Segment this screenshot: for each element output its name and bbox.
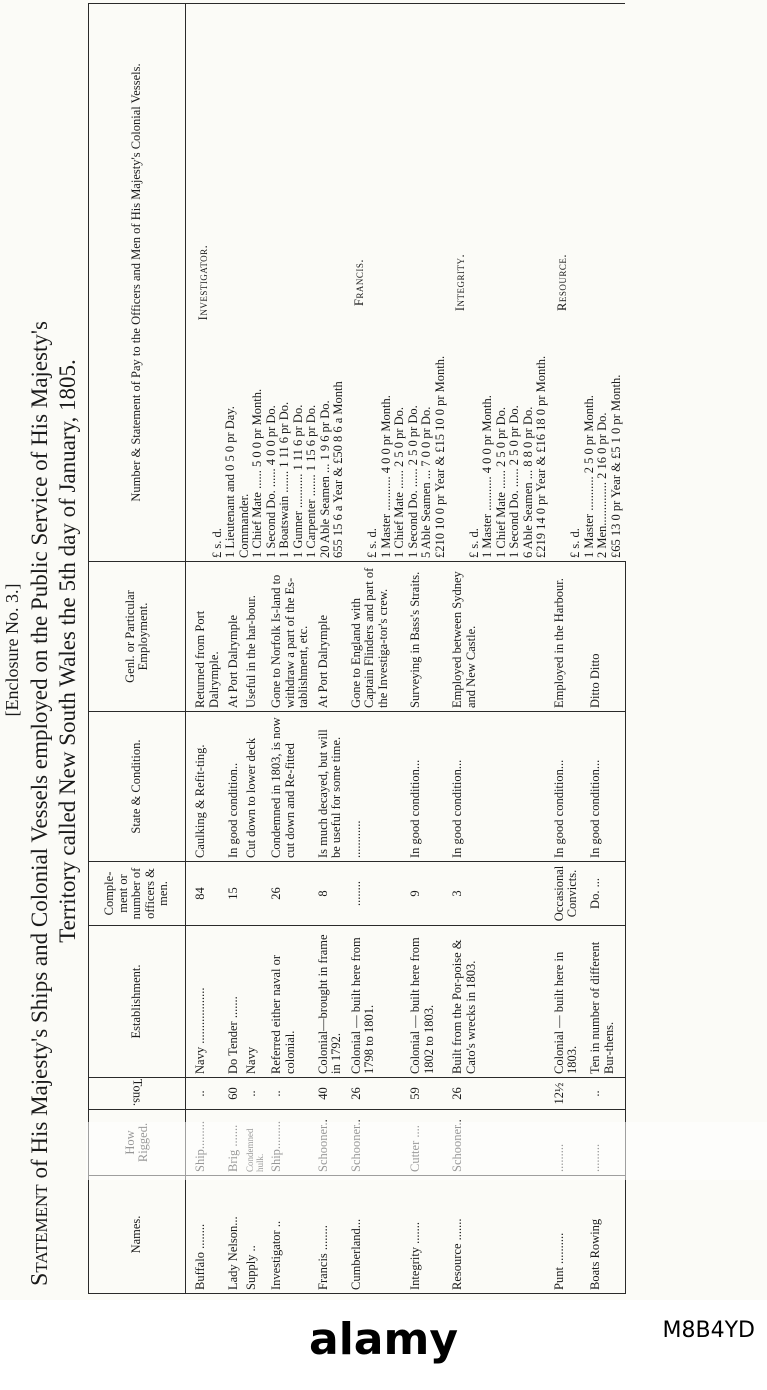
image-code: M8B4YD	[662, 1318, 755, 1343]
col-tons-label: Tons.	[130, 1078, 145, 1106]
cell-complement: 84	[186, 862, 225, 926]
col-establishment: Establishment.	[89, 926, 186, 1078]
table-row	[348, 4, 408, 1294]
pay-line: 5 Able Seamen ... 7 0 0 pr Do.	[419, 406, 433, 558]
cell-tons: 26	[449, 1078, 551, 1110]
cell-state: Condemned in 1803, is now cut down and Re-fitted	[268, 712, 315, 862]
cell-employment: Employed between Sydney and New Castle.	[449, 562, 551, 712]
cell-state: In good condition...	[551, 712, 588, 862]
cell-state: In good condition...	[407, 712, 449, 862]
col-employment: Genl. or Particular Employment.	[89, 562, 186, 712]
cell-complement: 26	[268, 862, 315, 926]
pay-line: 1 Second Do. ...... 4 0 0 pr Do.	[263, 405, 278, 558]
col-tons	[89, 1078, 186, 1110]
cell-establishment: Colonial — built here in 1803.	[551, 926, 588, 1078]
cell-tons: ..	[243, 1078, 268, 1110]
cell-tons: 59	[407, 1078, 449, 1110]
cell-name: Investigator ..	[268, 1176, 315, 1294]
cell-name: Integrity .......	[407, 1176, 449, 1294]
col-state: State & Condition.	[89, 712, 186, 862]
col-pay: Number & Statement of Pay to the Officers and Men of His Majesty's Colonial Vessels.	[89, 4, 186, 562]
cell-tons: 40	[315, 1078, 348, 1110]
cell-complement: ........	[348, 862, 408, 926]
statement-title	[26, 16, 81, 1286]
pay-units: £ s. d.	[209, 528, 224, 558]
table-row	[449, 4, 551, 1294]
cell-employment: At Port Dalrymple	[315, 562, 348, 712]
cell-tons: ..	[186, 1078, 225, 1110]
pay-line: 1 Chief Mate ...... 2 5 0 pr Do.	[493, 406, 508, 558]
pay-line: 1 Carpenter ....... 1 15 6 pr Do.	[304, 404, 318, 558]
pay-integrity	[449, 4, 551, 562]
pay-line: 1 Chief Mate ...... 2 5 0 pr Do.	[392, 406, 406, 558]
title-line-2: Territory called New South Wales the 5th day of January, 1805.	[55, 359, 80, 943]
pay-line: 1 Gunner ........... 1 11 6 pr Do.	[290, 404, 305, 558]
col-names: Names.	[89, 1176, 186, 1294]
cell-name: Punt ..........	[551, 1176, 588, 1294]
cell-establishment: Ten in number of different Bur-thens.	[587, 926, 625, 1078]
cell-complement: 3	[449, 862, 551, 926]
pay-resource	[551, 4, 626, 562]
cell-state: In good condition...	[449, 712, 551, 862]
cell-complement: Do. ...	[587, 862, 625, 926]
pay-line: 20 Able Seamen ... 1 9 6 pr Do.	[317, 400, 332, 558]
pay-line: 1 Chief Mate ...... 5 0 0 pr Month.	[250, 388, 264, 558]
cell-employment: Ditto Ditto	[587, 562, 625, 712]
cell-tons: ..	[587, 1078, 625, 1110]
enclosure-label: [Enclosure No. 3.]	[2, 583, 22, 717]
cell-name: Boats Rowing	[587, 1176, 625, 1294]
header-row	[89, 4, 186, 1294]
vessels-table	[88, 3, 626, 1294]
pay-units: £ s. d.	[365, 528, 379, 558]
cell-name: Supply ..	[243, 1176, 268, 1294]
cell-state: In good condition...	[587, 712, 625, 862]
cell-employment: Employed in the Harbour.	[551, 562, 588, 712]
pay-line: 2 Men.............. 2 16 0 pr Do.	[595, 412, 609, 558]
pay-units: £ s. d.	[466, 528, 481, 558]
cell-employment: Gone to Norfolk Is-land to withdraw a part of the Es-tablishment, etc.	[268, 562, 315, 712]
cell-employment: Useful in the har-bour.	[243, 562, 268, 712]
cell-name: Buffalo ........	[186, 1176, 225, 1294]
cell-establishment: Colonial — built here from 1798 to 1801.	[348, 926, 408, 1078]
pay-heading: Investigator.	[196, 244, 210, 321]
col-complement: Comple-ment or number of officers & men.	[89, 862, 186, 926]
cell-complement	[243, 862, 268, 926]
cell-employment: Gone to England with Captain Flinders and part of the Investiga-tor's crew.	[348, 562, 408, 712]
cell-tons: 12½	[551, 1078, 588, 1110]
alamy-logo: alamy	[309, 1314, 458, 1365]
cell-establishment: Colonial — built here from 1802 to 1803.	[407, 926, 449, 1078]
cell-tons: 26	[348, 1078, 408, 1110]
pay-line: 655 15 6 a Year & £50 8 6 a Month	[331, 381, 345, 558]
table-row	[551, 4, 588, 1294]
cell-state: ............	[348, 712, 408, 862]
cell-state: In good condition..	[225, 712, 243, 862]
pay-line: 1 Master ........... 4 0 0 pr Month.	[480, 395, 494, 558]
pay-heading: Resource.	[554, 254, 569, 311]
cell-name: Lady Nelson...	[225, 1176, 243, 1294]
cell-complement: 9	[407, 862, 449, 926]
cell-name: Resource .......	[449, 1176, 551, 1294]
pay-line: £210 10 0 pr Year & £15 10 0 pr Month.	[432, 355, 447, 558]
cell-tons: 60	[225, 1078, 243, 1110]
pay-investigator	[186, 4, 348, 562]
pay-line: £219 14 0 pr Year & £16 18 0 pr Month.	[534, 355, 548, 558]
pay-line: 1 Second Do. ...... 2 5 0 pr Do.	[507, 405, 521, 558]
pay-line: £65 13 0 pr Year & £5 1 0 pr Month.	[608, 374, 623, 558]
pay-line: 1 Master ........... 2 5 0 pr Month.	[581, 395, 596, 558]
pay-line: 1 Second Do. ...... 2 5 0 pr Do.	[405, 405, 420, 558]
cell-complement: 8	[315, 862, 348, 926]
pay-line: Commander.	[236, 493, 251, 558]
cell-establishment: Referred either naval or colonial.	[268, 926, 315, 1078]
pay-heading: Francis.	[351, 258, 366, 307]
cell-tons: ..	[268, 1078, 315, 1110]
cell-establishment: Navy	[243, 926, 268, 1078]
cell-state: Cut down to lower deck	[243, 712, 268, 862]
cell-establishment: Built from the Por-poise & Cato's wrecks in 1803.	[449, 926, 551, 1078]
pay-line: 6 Able Seamen ... 8 8 0 pr Do.	[520, 406, 535, 558]
pay-line: 1 Master ........... 4 0 0 pr Month.	[378, 395, 393, 558]
watermark-overlay	[86, 1122, 767, 1180]
cell-state: Is much decayed, but will be useful for some time.	[315, 712, 348, 862]
title-line-1: of His Majesty's Ships and Colonial Vessels employed on the Public Service of His Majesty's	[27, 321, 52, 1179]
title-lead: Statement	[27, 1184, 53, 1286]
pay-francis	[348, 4, 450, 562]
table-row	[186, 4, 225, 1294]
cell-complement: 15	[225, 862, 243, 926]
cell-name: Francis ........	[315, 1176, 348, 1294]
pay-line: 1 Lieutenant and 0 5 0 pr Day.	[223, 406, 237, 558]
cell-employment: Returned from Port Dalrymple.	[186, 562, 225, 712]
pay-heading: Integrity.	[453, 253, 467, 312]
cell-employment: At Port Dalrymple	[225, 562, 243, 712]
pay-line: 1 Boatswain ....... 1 11 6 pr Do.	[277, 401, 291, 558]
cell-name: Cumberland...	[348, 1176, 408, 1294]
cell-establishment: Colonial—brought in frame in 1792.	[315, 926, 348, 1078]
cell-complement: Occasional Convicts.	[551, 862, 588, 926]
cell-state: Caulking & Refit-ting.	[186, 712, 225, 862]
pay-units: £ s. d.	[568, 528, 582, 558]
stock-footer-bar	[0, 1300, 767, 1390]
cell-establishment: Do Tender .......	[225, 926, 243, 1078]
cell-employment: Surveying in Bass's Straits.	[407, 562, 449, 712]
cell-establishment: Navy ..................	[186, 926, 225, 1078]
